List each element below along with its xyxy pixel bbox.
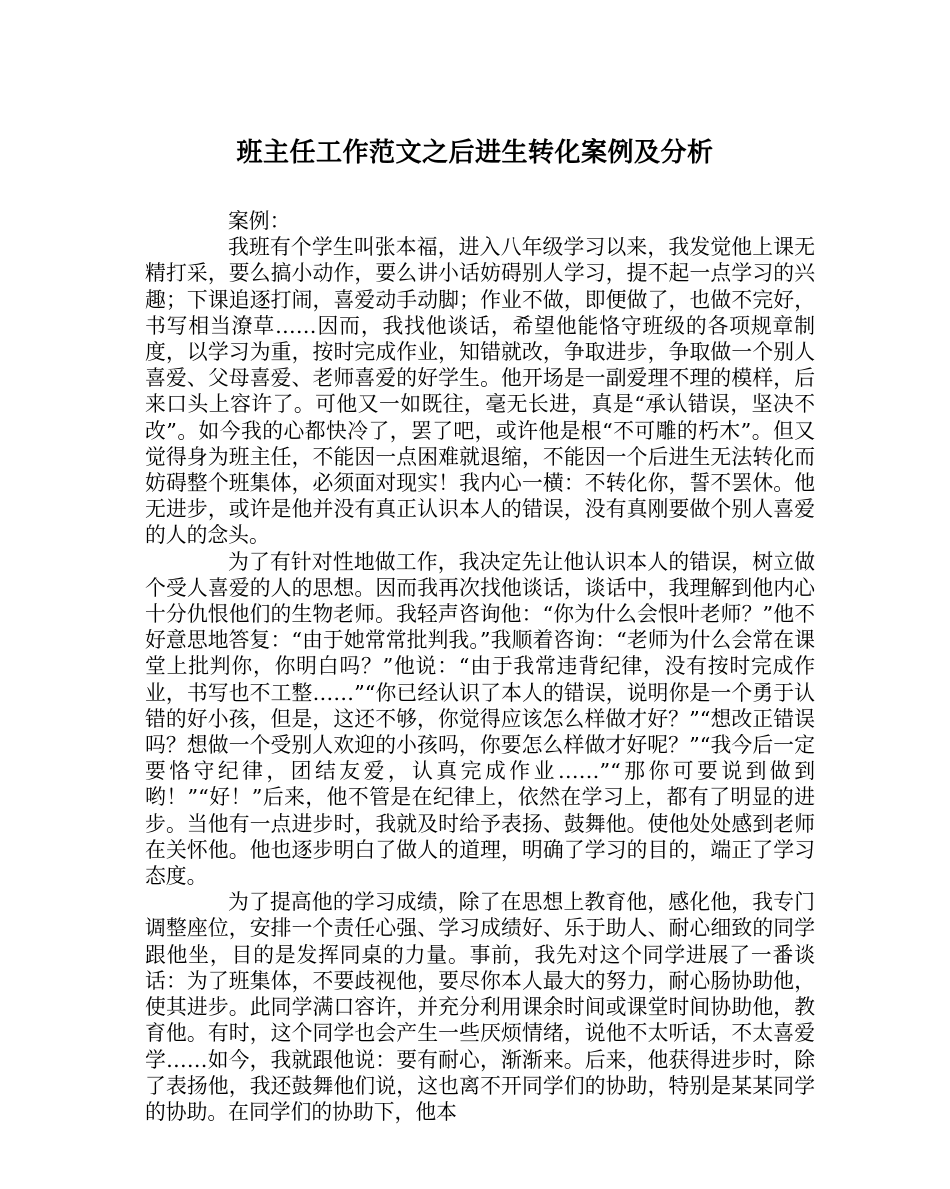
section-label: 案例： — [228, 209, 291, 233]
paragraph-3: 为了提高他的学习成绩，除了在思想上教育他，感化他，我专门调整座位，安排一个责任心强、学习成绩好、乐于助人、耐心细致的同学跟他坐，目的是发挥同桌的力量。事前，我先对这个同学进展了一番谈话：为了班集体，不要歧视他，要尽你本人最大的努力，耐心肠协助他，使其进步。此同学满口容许，并充分利用课余时间或课堂时间协助他，教育他。有时，这个同学也会产生一些厌烦情绪，说他不太听话，不太喜爱学……如今，我就跟他说：要有耐心，渐渐来。后来，他获得进步时，除了表扬他，我还鼓舞他们说，这也离不开同学们的协助，特别是某某同学的协助。在同学们的协助下，他本 — [145, 890, 815, 1124]
document-body — [145, 208, 815, 1125]
paragraph-1: 我班有个学生叫张本福，进入八年级学习以来，我发觉他上课无精打采，要么搞小动作，要么讲小话妨碍别人学习，提不起一点学习的兴趣；下课追逐打闹，喜爱动手动脚；作业不做，即便做了，也做不完好，书写相当潦草……因而，我找他谈话，希望他能恪守班级的各项规章制度，以学习为重，按时完成作业，知错就改，争取进步，争取做一个别人喜爱、父母喜爱、老师喜爱的好学生。他开场是一副爱理不理的模样，后来口头上容许了。可他又一如既往，毫无长进，真是“承认错误，坚决不改”。如今我的心都快冷了，罢了吧，或许他是根“不可雕的朽木”。但又觉得身为班主任，不能因一点困难就退缩，不能因一个后进生无法转化而妨碍整个班集体，必须面对现实！我内心一横：不转化你，誓不罢休。他无进步，或许是他并没有真正认识本人的错误，没有真刚要做个别人喜爱的人的念头。 — [145, 235, 815, 548]
document-title: 班主任工作范文之后进生转化案例及分析 — [236, 138, 714, 168]
paragraph-2: 为了有针对性地做工作，我决定先让他认识本人的错误，树立做个受人喜爱的人的思想。因而我再次找他谈话，谈话中，我理解到他内心十分仇恨他们的生物老师。我轻声咨询他：“你为什么会恨叶老师？”他不好意思地答复：“由于她常常批判我。”我顺着咨询：“老师为什么会常在课堂上批判你，你明白吗？”他说：“由于我常违背纪律，没有按时完成作业，书写也不工整……”“你已经认识了本人的错误，说明你是一个勇于认错的好小孩，但是，这还不够，你觉得应该怎么样做才好？”“想改正错误吗？想做一个受别人欢迎的小孩吗，你要怎么样做才好呢？”“我今后一定要恪守纪律，团结友爱，认真完成作业……”“那你可要说到做到哟！”“好！”后来，他不管是在纪律上，依然在学习上，都有了明显的进步。当他有一点进步时，我就及时给予表扬、鼓舞他。使他处处感到老师在关怀他。他也逐步明白了做人的道理，明确了学习的目的，端正了学习态度。 — [145, 549, 815, 889]
